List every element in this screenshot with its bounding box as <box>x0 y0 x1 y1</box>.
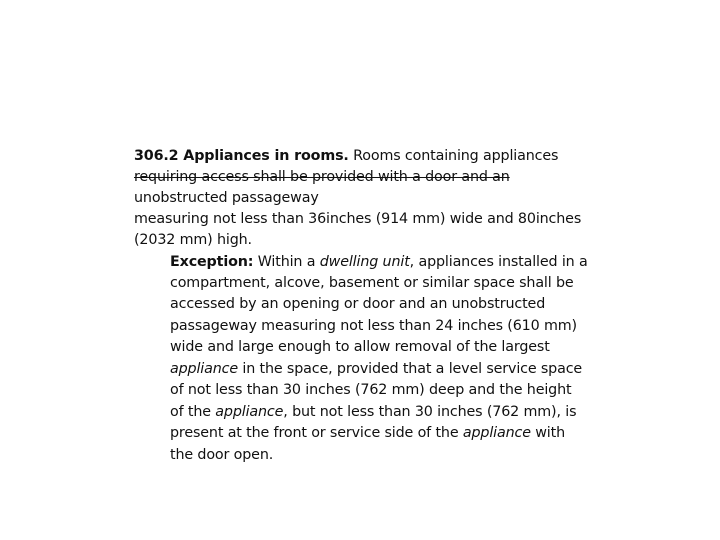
exception-text: in the space, provided that a level service space <box>237 361 583 377</box>
exception-line-1 <box>170 252 588 273</box>
exception-text: of the <box>170 404 216 420</box>
appliance-term: appliance <box>170 361 238 377</box>
exception-line-10: the door open. <box>170 447 274 463</box>
section-line-2-strikethrough: requiring access shall be provided with a door and an <box>134 169 510 185</box>
exception-line-5: wide and large enough to allow removal of the largest <box>170 339 550 355</box>
section-line-3: unobstructed passageway <box>134 190 319 206</box>
exception-line-9 <box>170 423 565 444</box>
section-heading: 306.2 Appliances in rooms. <box>134 148 349 164</box>
exception-line-8 <box>170 402 576 423</box>
exception-text: Within a <box>253 254 320 270</box>
exception-text: , appliances installed in a <box>409 254 588 270</box>
exception-text: , but not less than 30 inches (762 mm), is <box>283 404 577 420</box>
section-text: Rooms containing appliances <box>348 148 559 164</box>
exception-line-3: accessed by an opening or door and an unobstructed <box>170 296 546 312</box>
exception-line-4: passageway measuring not less than 24 inches (610 mm) <box>170 318 577 334</box>
section-line-4: measuring not less than 36inches (914 mm) wide and 80inches <box>134 211 582 227</box>
appliance-term: appliance <box>215 404 284 420</box>
exception-line-7: of not less than 30 inches (762 mm) deep and the height <box>170 382 572 398</box>
exception-line-6 <box>170 359 582 380</box>
exception-line-2: compartment, alcove, basement or similar space shall be <box>170 275 574 291</box>
exception-text: with <box>530 425 565 441</box>
exception-label: Exception: <box>170 254 254 270</box>
dwelling-unit-term: dwelling unit <box>319 254 410 270</box>
section-line-1 <box>134 146 558 167</box>
exception-text: present at the front or service side of the <box>170 425 463 441</box>
appliance-term: appliance <box>462 425 531 441</box>
section-line-5: (2032 mm) high. <box>134 232 252 248</box>
